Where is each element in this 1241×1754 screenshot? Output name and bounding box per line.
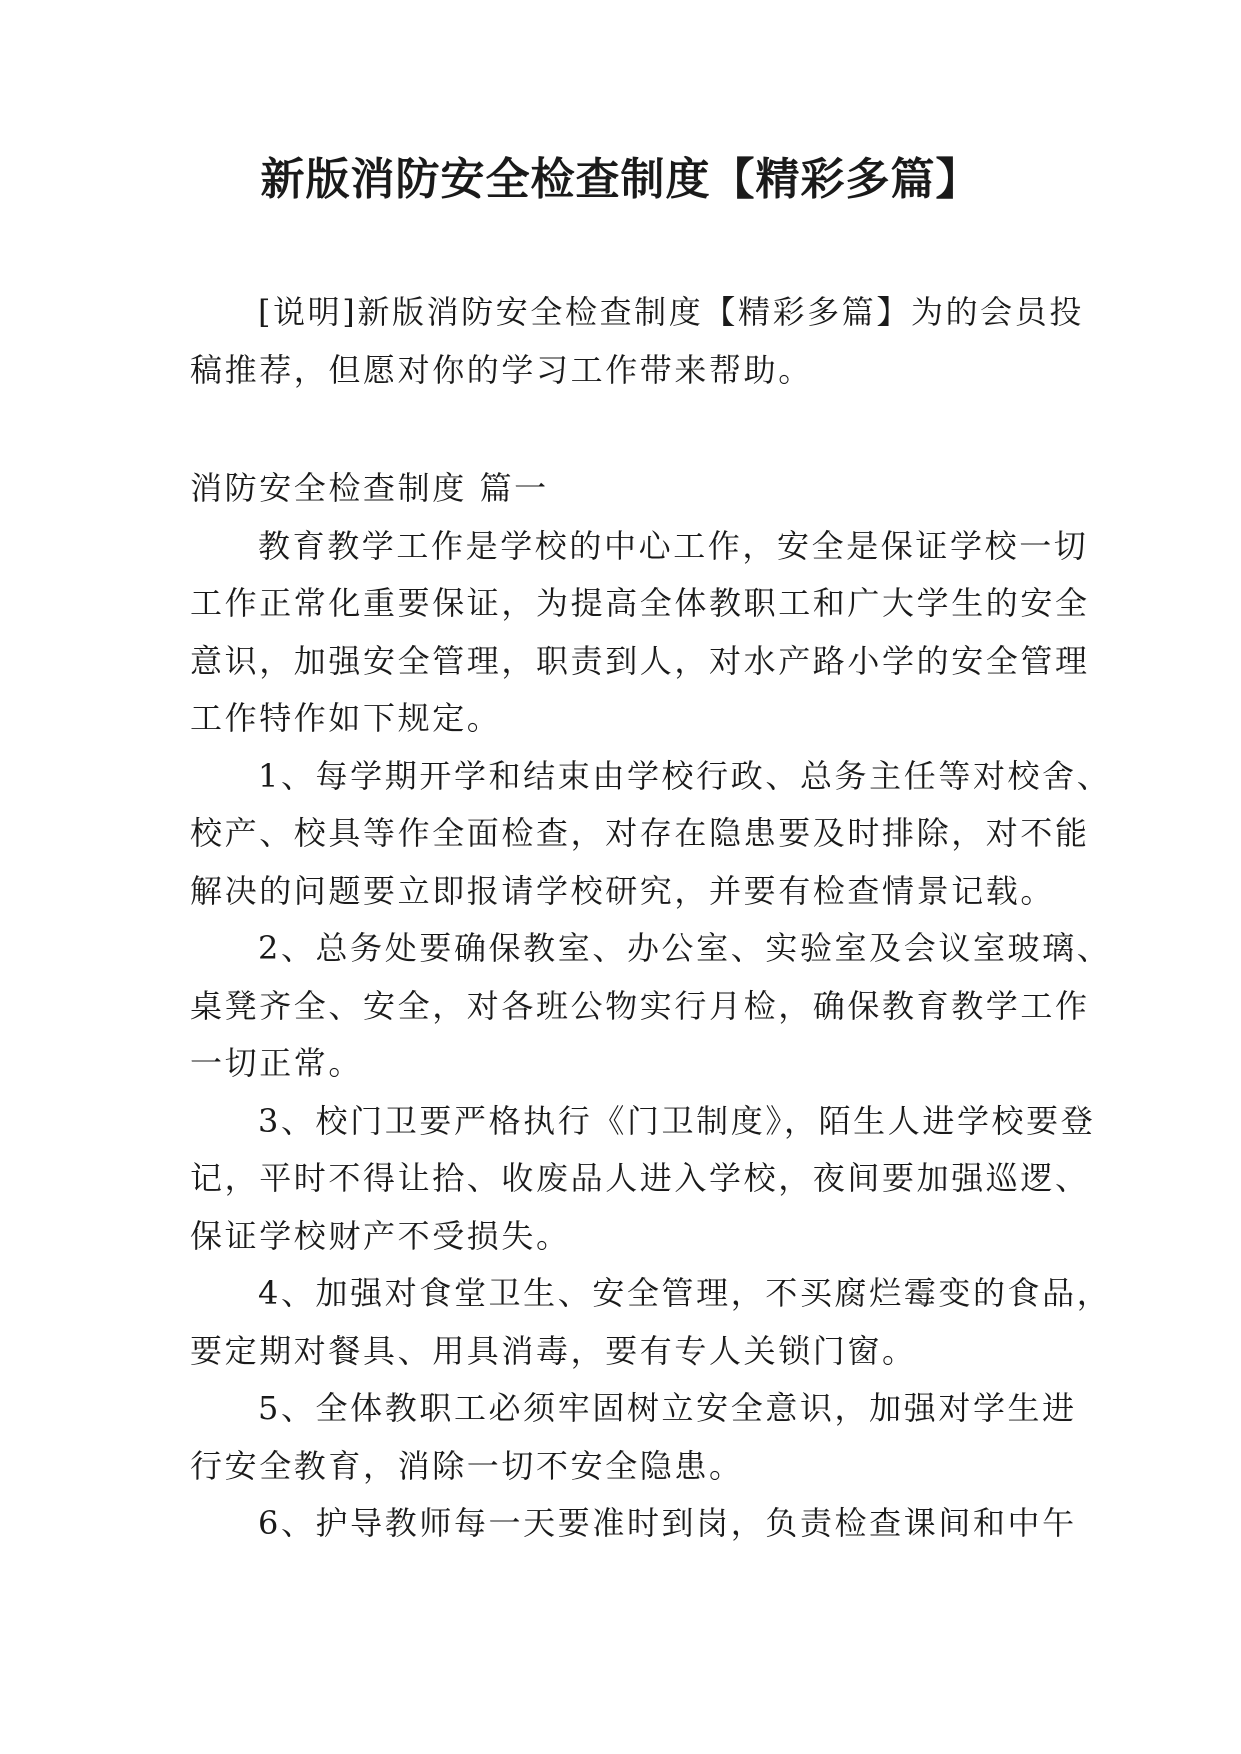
paragraph-line: 解决的问题要立即报请学校研究，并要有检查情景记载。 — [190, 871, 1056, 910]
intro-note — [190, 284, 1084, 399]
paragraph-line: 行安全教育，消除一切不安全隐患。 — [190, 1446, 744, 1485]
section-body — [190, 460, 1112, 1553]
paragraph-line: 2、总务处要确保教室、办公室、实验室及会议室玻璃、 — [258, 929, 1112, 967]
paragraph-line: 4、加强对食堂卫生、安全管理，不买腐烂霉变的食品， — [258, 1274, 1112, 1312]
paragraph-line: 教育教学工作是学校的中心工作，安全是保证学校一切 — [258, 526, 1089, 565]
paragraph-line: 工作正常化重要保证，为提高全体教职工和广大学生的安全 — [190, 584, 1090, 622]
paragraph — [190, 518, 1090, 748]
paragraph-line: 意识，加强安全管理，职责到人，对水产路小学的安全管理 — [190, 641, 1090, 680]
paragraph-line: 工作特作如下规定。 — [190, 699, 502, 737]
paragraph-line: 要定期对餐具、用具消毒，要有专人关锁门窗。 — [190, 1331, 917, 1370]
intro-line: [说明]新版消防安全检查制度【精彩多篇】为的会员投 — [258, 293, 1084, 331]
paragraph — [190, 1265, 1112, 1380]
paragraph — [190, 1093, 1096, 1266]
paragraph-line: 5、全体教职工必须牢固树立安全意识，加强对学生进 — [258, 1389, 1077, 1427]
paragraph-line: 桌凳齐全、安全，对各班公物实行月检，确保教育教学工作 — [190, 986, 1090, 1025]
paragraph-line: 1、每学期开学和结束由学校行政、总务主任等对校舍、 — [258, 756, 1112, 795]
paragraph-line: 一切正常。 — [190, 1044, 364, 1082]
paragraph-line: 6、护导教师每一天要准时到岗，负责检查课间和中午 — [258, 1504, 1077, 1542]
paragraph-line: 3、校门卫要严格执行《门卫制度》，陌生人进学校要登 — [258, 1101, 1096, 1140]
paragraph — [190, 1495, 1077, 1553]
paragraph-line: 记，平时不得让拾、收废品人进入学校，夜间要加强巡逻、 — [190, 1159, 1090, 1197]
section-heading: 消防安全检查制度 篇一 — [190, 469, 549, 507]
paragraph — [190, 920, 1112, 1093]
paragraph-line: 保证学校财产不受损失。 — [190, 1216, 571, 1255]
paragraph — [190, 748, 1112, 921]
intro-line: 稿推荐，但愿对你的学习工作带来帮助。 — [190, 350, 813, 389]
paragraph — [190, 1380, 1077, 1495]
document-title: 新版消防安全检查制度【精彩多篇】 — [260, 154, 981, 205]
paragraph-line: 校产、校具等作全面检查，对存在隐患要及时排除，对不能 — [190, 814, 1090, 852]
